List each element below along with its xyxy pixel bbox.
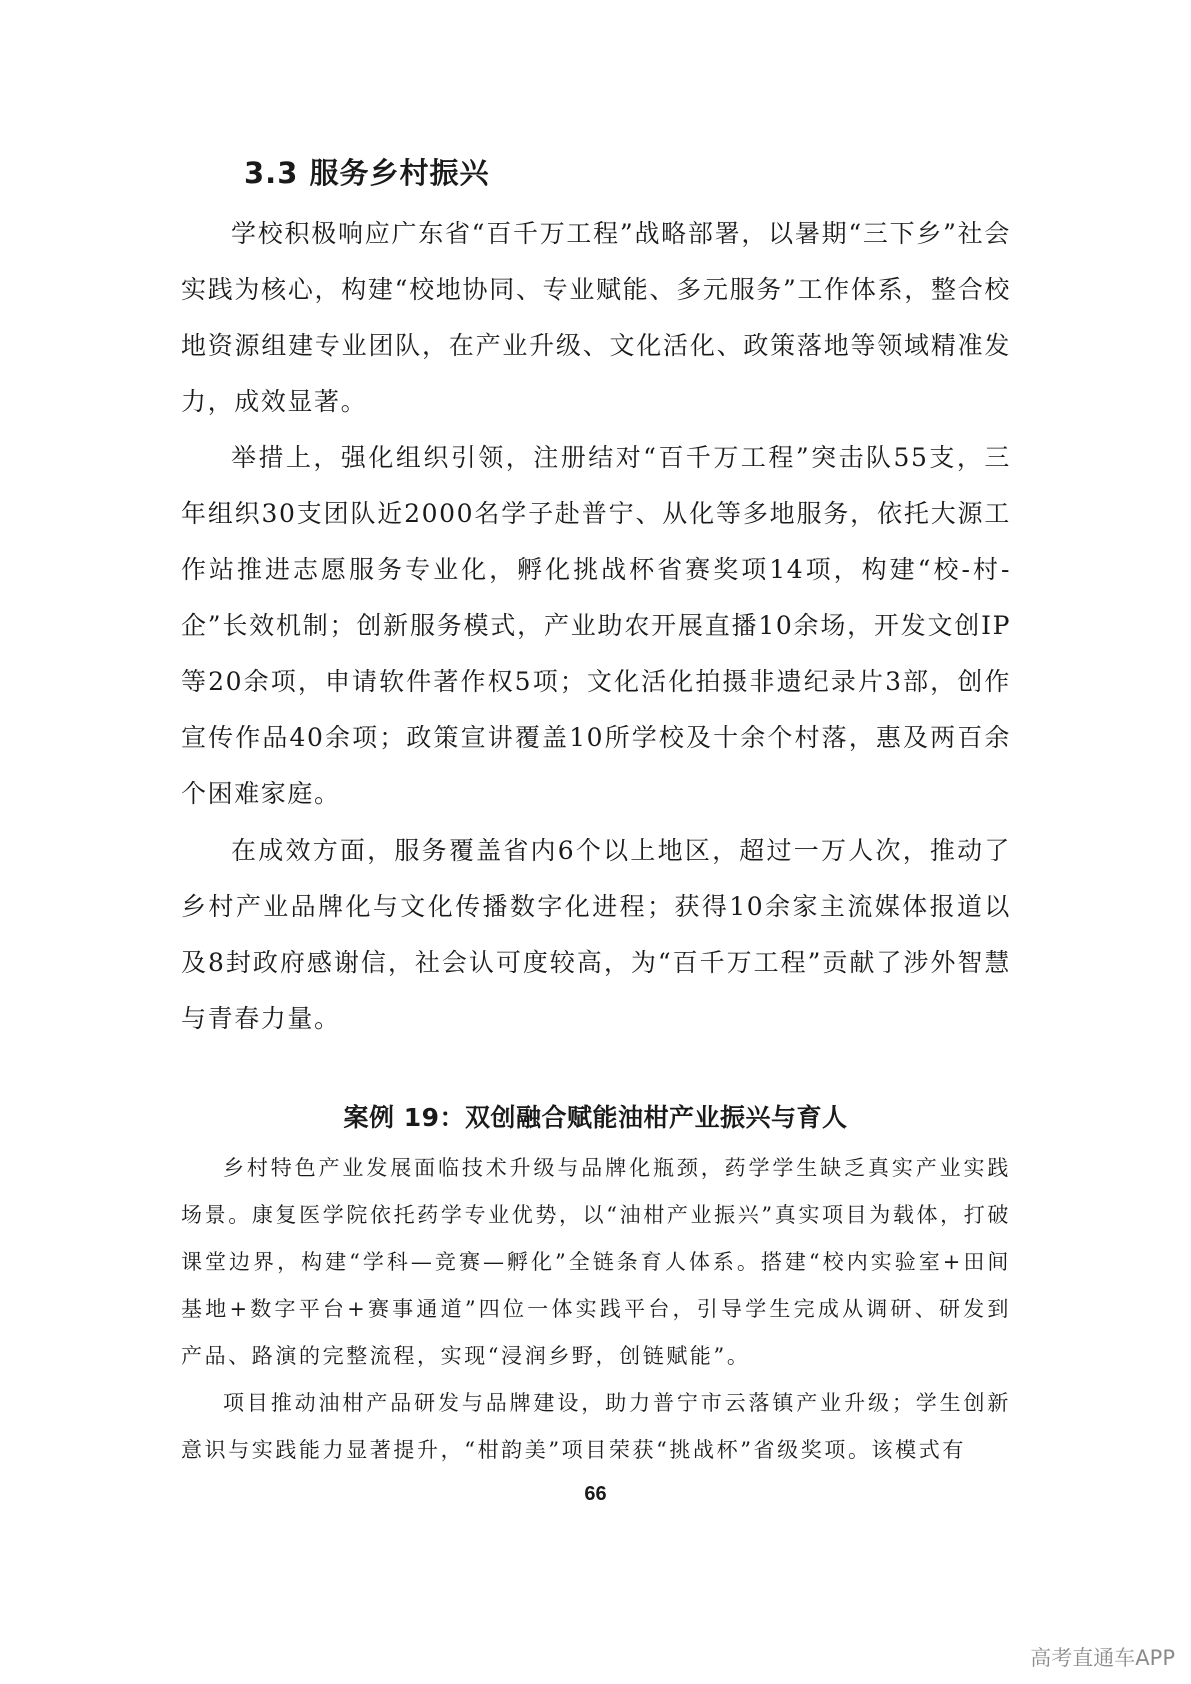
section-paragraph-2: 举措上，强化组织引领，注册结对“百千万工程”突击队55支，三年组织30支团队近2000名学子赴普宁、从化等多地服务，依托大源工作站推进志愿服务专业化，孵化挑战杯省赛奖项14项，构建“校-村-企”长效机制；创新服务模式，产业助农开展直播10余场，开发文创IP等20余项，申请软件著作权5项；文化活化拍摄非遗纪录片3部，创作宣传作品40余项；政策宣讲覆盖10所学校及十余个村落，惠及两百余个困难家庭。 [181, 443, 1011, 808]
case-paragraph-2: 项目推动油柑产品研发与品牌建设，助力普宁市云落镇产业升级；学生创新意识与实践能力显著提升，“柑韵美”项目荣获“挑战杯”省级奖项。该模式有 [181, 1391, 1011, 1462]
watermark: 高考直通车APP [1030, 1646, 1175, 1670]
section-heading: 3.3 服务乡村振兴 [244, 156, 490, 190]
case-title: 案例 19：双创融合赋能油柑产业振兴与育人 [343, 1103, 848, 1132]
case-paragraph-1: 乡村特色产业发展面临技术升级与品牌化瓶颈，药学学生缺乏真实产业实践场景。康复医学院依托药学专业优势，以“油柑产业振兴”真实项目为载体，打破课堂边界，构建“学科—竞赛—孵化”全链条育人体系。搭建“校内实验室+田间基地+数字平台+赛事通道”四位一体实践平台，引导学生完成从调研、研发到产品、路演的完整流程，实现“浸润乡野，创链赋能”。 [181, 1156, 1011, 1368]
section-paragraph-1: 学校积极响应广东省“百千万工程”战略部署，以暑期“三下乡”社会实践为核心，构建“校地协同、专业赋能、多元服务”工作体系，整合校地资源组建专业团队，在产业升级、文化活化、政策落地等领域精准发力，成效显著。 [181, 219, 1011, 416]
section-paragraph-3: 在成效方面，服务覆盖省内6个以上地区，超过一万人次，推动了乡村产业品牌化与文化传播数字化进程；获得10余家主流媒体报道以及8封政府感谢信，社会认可度较高，为“百千万工程”贡献了涉外智慧与青春力量。 [181, 836, 1011, 1033]
page-number: 66 [584, 1483, 607, 1505]
